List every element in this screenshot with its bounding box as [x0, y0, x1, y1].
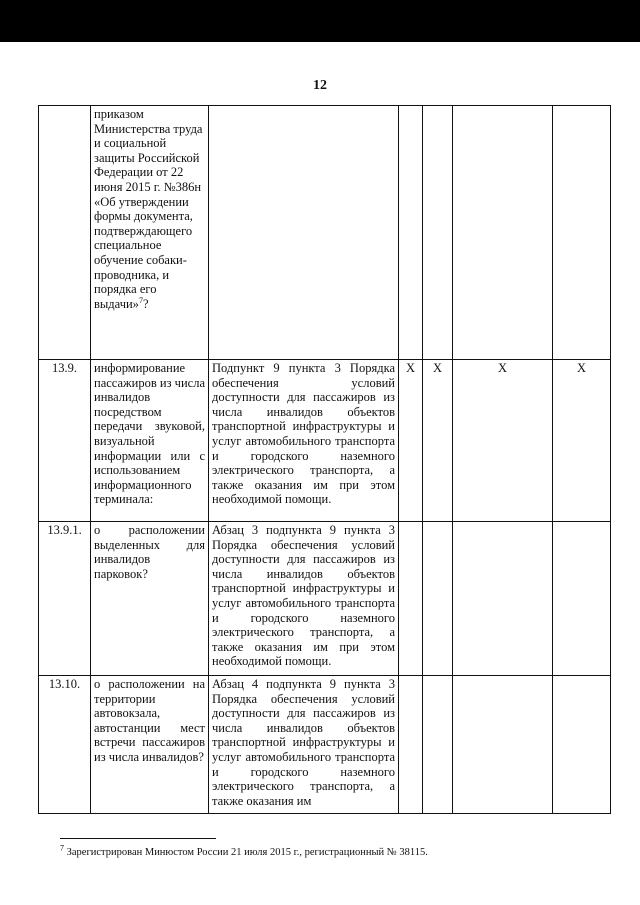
- legal-reference: [209, 522, 399, 676]
- question-text-body: приказом Министерства труда и социальной защиты Российской Федерации от 22 июня 2015 г. №386н «Об утверждении формы документа, подтверждающего специальное обучение собаки-проводника, и порядка его выдачи»: [94, 107, 203, 311]
- answer-yes-cell: [399, 106, 423, 360]
- scan-top-border: [0, 0, 640, 42]
- table-row: [39, 522, 611, 676]
- answer-yes-cell: X: [399, 360, 423, 522]
- question-mark: ?: [142, 296, 149, 311]
- answer-no-cell: [423, 106, 453, 360]
- comment-cell: [553, 522, 611, 676]
- answer-no-cell: X: [423, 360, 453, 522]
- page-number: 12: [313, 78, 327, 93]
- answer-na-cell: X: [453, 360, 553, 522]
- comment-cell: [553, 676, 611, 814]
- table-row: [39, 676, 611, 814]
- comment-cell: X: [553, 360, 611, 522]
- question-text: [91, 676, 209, 814]
- answer-na-cell: [453, 522, 553, 676]
- legal-reference-text: Абзац 3 подпункта 9 пункта 3 Порядка обеспечения условий доступности для пассажиров из числа инвалидов объектов транспортной инфраструктуры и услуг автомобильного транспорта и городского наземного электрического транспорта, а также оказания им при этом необходимой помощи.: [212, 523, 395, 669]
- legal-reference: [209, 360, 399, 522]
- row-number: 13.9.1.: [39, 522, 91, 676]
- question-text: [91, 106, 209, 360]
- legal-reference-text: Подпункт 9 пункта 3 Порядка обеспечения условий доступности для пассажиров из числа инвалидов объектов транспортной инфраструктуры и услуг автомобильного транспорта и городского наземного электрического транспорта, а также оказания им при этом необходимой помощи.: [212, 361, 395, 507]
- comment-cell: [553, 106, 611, 360]
- question-text-body: информирование пассажиров из числа инвалидов посредством передачи звуковой, визуальной информации или с использованием информационного терминала:: [94, 361, 205, 507]
- question-text: [91, 360, 209, 522]
- footnote-ref: 7: [138, 295, 143, 305]
- legal-reference: [209, 676, 399, 814]
- table-row: [39, 360, 611, 522]
- footnote-separator: [60, 838, 216, 839]
- question-text-body: о расположении выделенных для инвалидов парковок?: [94, 523, 205, 581]
- row-number: [39, 106, 91, 360]
- footnote: [60, 843, 600, 859]
- row-number: 13.10.: [39, 676, 91, 814]
- answer-na-cell: [453, 106, 553, 360]
- answer-yes-cell: [399, 522, 423, 676]
- question-text: [91, 522, 209, 676]
- checklist-table: [38, 105, 611, 814]
- answer-yes-cell: [399, 676, 423, 814]
- answer-no-cell: [423, 676, 453, 814]
- legal-reference-text: Абзац 4 подпункта 9 пункта 3 Порядка обеспечения условий доступности для пассажиров из числа инвалидов объектов транспортной инфраструктуры и услуг автомобильного транспорта и городского наземного электрического транспорта, а также оказания им: [212, 677, 395, 808]
- footnote-marker: 7: [60, 843, 64, 853]
- legal-reference: [209, 106, 399, 360]
- answer-no-cell: [423, 522, 453, 676]
- question-text-body: о расположении на территории автовокзала, автостанции мест встречи пассажиров из числа инвалидов?: [94, 677, 205, 764]
- answer-na-cell: [453, 676, 553, 814]
- row-number: 13.9.: [39, 360, 91, 522]
- table-row: [39, 106, 611, 360]
- footnote-text: Зарегистрирован Минюстом России 21 июля 2015 г., регистрационный № 38115.: [64, 847, 428, 858]
